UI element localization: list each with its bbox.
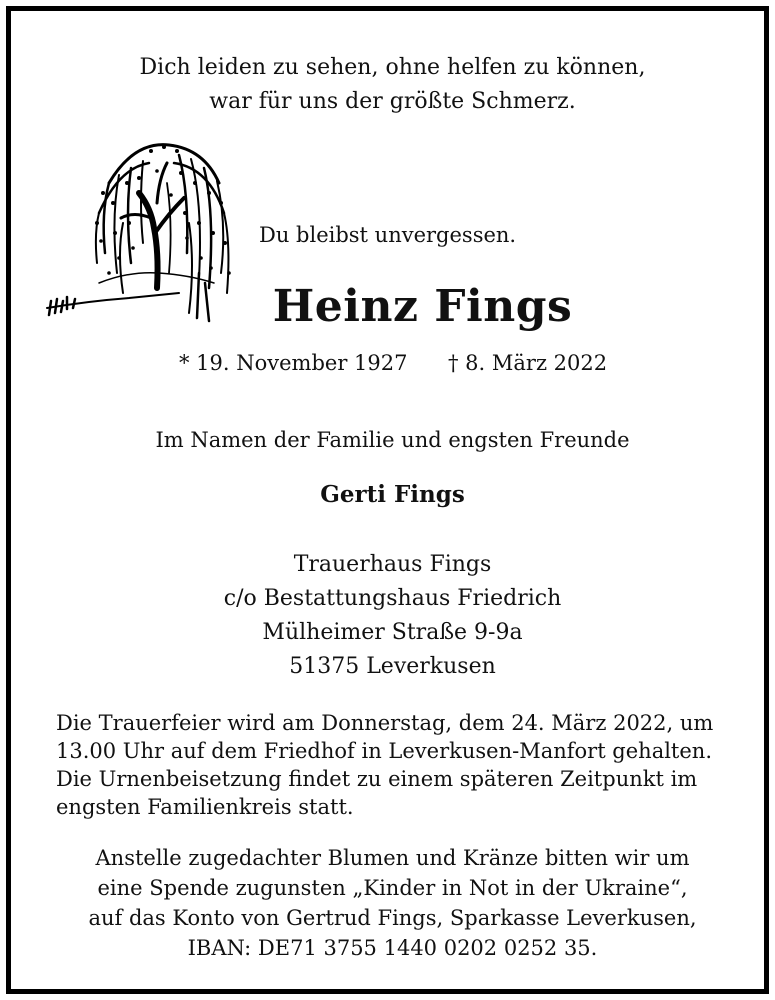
quote-line-2: war für uns der größte Schmerz. [209,89,576,114]
address-line-2: c/o Bestattungshaus Friedrich [223,586,562,611]
signer-name: Gerti Fings [320,481,465,508]
quote [11,51,774,119]
donation-line-1: Anstelle zugedachter Blumen und Kränze bitten wir um [95,846,690,870]
birth-date: * 19. November 1927 [179,351,408,375]
ceremony-line-2: 13.00 Uhr auf dem Friedhof in Leverkusen-Manfort gehalten. [56,739,713,763]
donation-line-2: eine Spende zugunsten „Kinder in Not in der Ukraine“, [97,876,688,900]
ceremony-line-1: Die Trauerfeier wird am Donnerstag, dem 24. März 2022, um [56,711,714,735]
obituary-frame [6,6,769,994]
address-line-3: Mülheimer Straße 9-9a [262,620,523,645]
address-line-4: 51375 Leverkusen [289,654,496,679]
deceased-name: Heinz Fings [272,281,573,332]
donation-paragraph [11,843,774,963]
donation-line-4: IBAN: DE71 3755 1440 0202 0252 35. [187,936,598,960]
address-block [11,548,774,684]
address-line-1: Trauerhaus Fings [293,552,492,577]
ceremony-paragraph [56,709,726,821]
subtitle: Du bleibst unvergessen. [259,223,517,247]
ceremony-line-3: Die Urnenbeisetzung findet zu einem späteren Zeitpunkt im [56,767,698,791]
donation-line-3: auf das Konto von Gertrud Fings, Sparkasse Leverkusen, [88,906,697,930]
quote-line-1: Dich leiden zu sehen, ohne helfen zu können, [139,55,646,80]
death-date: † 8. März 2022 [448,351,608,375]
ceremony-line-4: engsten Familienkreis statt. [56,795,354,819]
family-line: Im Namen der Familie und engsten Freunde [155,428,630,452]
